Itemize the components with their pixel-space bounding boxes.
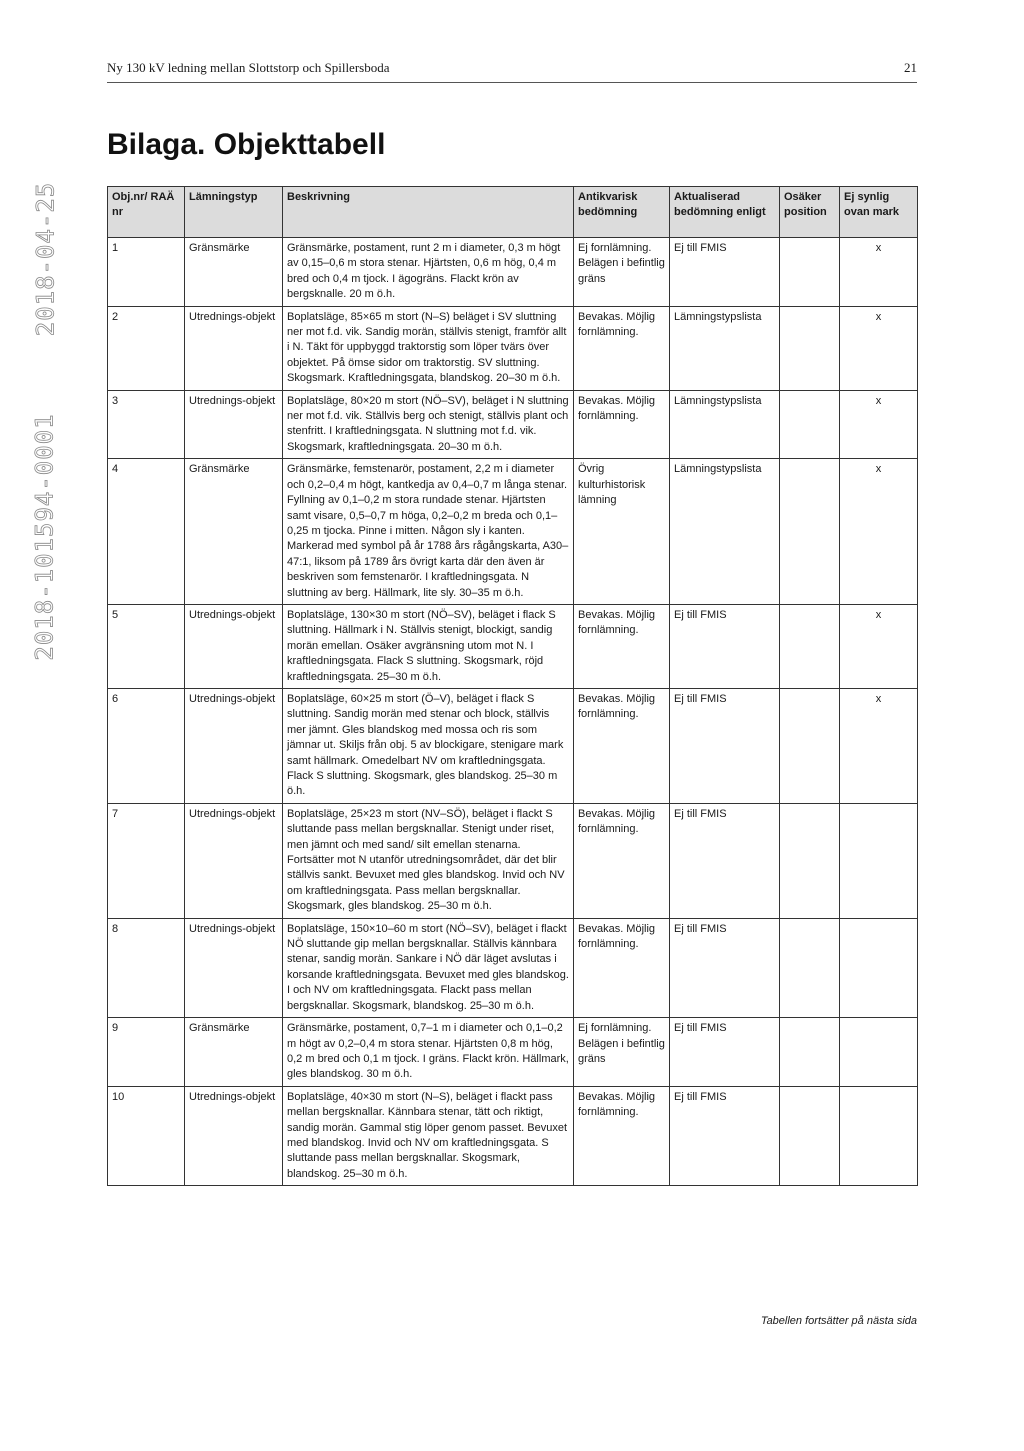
remain-type: Gränsmärke: [185, 238, 283, 307]
column-header: Ej synlig ovan mark: [840, 187, 918, 238]
uncertain-position: [780, 306, 840, 390]
table-row: [108, 803, 918, 918]
reference-stamp-text: 2018-101594-0001: [31, 413, 59, 661]
not-visible-mark: x: [840, 459, 918, 605]
object-number: 3: [108, 390, 185, 459]
uncertain-position: [780, 459, 840, 605]
description: Boplatsläge, 150×10–60 m stort (NÖ–SV), beläget i flackt NÖ sluttande gip mellan bergsknallar. Ställvis kännbara stenar, sandig morän. Sankare i NÖ där läget avslutas i korsande kraftledningsgata. Bevuxet med gles blandskog. I och NV om kraftledningsgata. Flackt pass mellan bergsknallar. Skogsmark, blandskog. 25–30 m ö.h.: [283, 918, 574, 1017]
object-number: 1: [108, 238, 185, 307]
remain-type: Utrednings-objekt: [185, 390, 283, 459]
antiquarian-assessment: Bevakas. Möjlig fornlämning.: [574, 1086, 670, 1185]
uncertain-position: [780, 918, 840, 1017]
uncertain-position: [780, 688, 840, 803]
table-row: [108, 238, 918, 307]
antiquarian-assessment: Ej fornlämning. Belägen i befintlig gräns: [574, 238, 670, 307]
updated-assessment: Ej till FMIS: [670, 1086, 780, 1185]
uncertain-position: [780, 238, 840, 307]
updated-assessment: Ej till FMIS: [670, 604, 780, 688]
not-visible-mark: x: [840, 306, 918, 390]
column-header: Aktualiserad bedömning enligt: [670, 187, 780, 238]
remain-type: Gränsmärke: [185, 1018, 283, 1087]
remain-type: Gränsmärke: [185, 459, 283, 605]
not-visible-mark: [840, 1086, 918, 1185]
updated-assessment: Ej till FMIS: [670, 803, 780, 918]
object-table: [107, 186, 918, 1186]
not-visible-mark: x: [840, 604, 918, 688]
remain-type: Utrednings-objekt: [185, 604, 283, 688]
page-header: [107, 56, 917, 83]
uncertain-position: [780, 1018, 840, 1087]
description: Boplatsläge, 80×20 m stort (NÖ–SV), beläget i N sluttning ner mot f.d. vik. Ställvis berg och stenigt, ställvis plant och stenfritt. I kraftledningsgata. N sluttning mot f.d. vik. Skogsmark, kraftledningsgata. 20–30 m ö.h.: [283, 390, 574, 459]
antiquarian-assessment: Bevakas. Möjlig fornlämning.: [574, 918, 670, 1017]
object-number: 8: [108, 918, 185, 1017]
table-header-row: [108, 187, 918, 238]
table-row: [108, 918, 918, 1017]
table-row: [108, 306, 918, 390]
description: Gränsmärke, postament, 0,7–1 m i diameter och 0,1–0,2 m högt av 0,2–0,4 m stora stenar. Hjärtsten 0,8 m hög, 0,2 m bred och 0,1 m tjock. I gräns. Flackt krön. Hällmark, gles blandskog. 30 m ö.h.: [283, 1018, 574, 1087]
not-visible-mark: x: [840, 688, 918, 803]
updated-assessment: Ej till FMIS: [670, 1018, 780, 1087]
updated-assessment: Lämningstypslista: [670, 306, 780, 390]
object-number: 9: [108, 1018, 185, 1087]
antiquarian-assessment: Övrig kulturhistorisk lämning: [574, 459, 670, 605]
antiquarian-assessment: Bevakas. Möjlig fornlämning.: [574, 604, 670, 688]
updated-assessment: Ej till FMIS: [670, 918, 780, 1017]
description: Boplatsläge, 25×23 m stort (NV–SÖ), beläget i flackt S sluttande pass mellan bergsknallar. Stenigt under riset, men jämnt och med sand/ silt emellan stenarna. Fortsätter mot N utanför utredningsområdet, där det blir ställvis sankt. Bevuxet med gles blandskog. Invid och NV om kraftledningsgata. Pass mellan bergsknallar. Skogsmark, gles blandskog. 25–30 m ö.h.: [283, 803, 574, 918]
running-title: Ny 130 kV ledning mellan Slottstorp och Spillersboda: [107, 60, 390, 75]
updated-assessment: Lämningstypslista: [670, 459, 780, 605]
remain-type: Utrednings-objekt: [185, 803, 283, 918]
column-header: Lämningstyp: [185, 187, 283, 238]
date-stamp-text: 2018-04-25: [31, 181, 59, 337]
remain-type: Utrednings-objekt: [185, 306, 283, 390]
uncertain-position: [780, 604, 840, 688]
updated-assessment: Ej till FMIS: [670, 238, 780, 307]
updated-assessment: Ej till FMIS: [670, 688, 780, 803]
remain-type: Utrednings-objekt: [185, 1086, 283, 1185]
updated-assessment: Lämningstypslista: [670, 390, 780, 459]
column-header: Beskrivning: [283, 187, 574, 238]
column-header: Antikvarisk bedömning: [574, 187, 670, 238]
not-visible-mark: [840, 1018, 918, 1087]
not-visible-mark: x: [840, 238, 918, 307]
object-number: 5: [108, 604, 185, 688]
table-row: [108, 1086, 918, 1185]
object-number: 4: [108, 459, 185, 605]
object-number: 10: [108, 1086, 185, 1185]
antiquarian-assessment: Bevakas. Möjlig fornlämning.: [574, 306, 670, 390]
object-number: 7: [108, 803, 185, 918]
date-stamp: [30, 181, 60, 337]
uncertain-position: [780, 1086, 840, 1185]
description: Boplatsläge, 60×25 m stort (Ö–V), beläget i flack S sluttning. Sandig morän med stenar och block, ställvis mer jämnt. Gles blandskog med mossa och ris som jämnar ut. Skiljs från obj. 5 av blockigare, stenigare mark samt hällmark. Omedelbart NV om kraftledningsgata. Flack S sluttning. Skogsmark, gles blandskog. 25–30 m ö.h.: [283, 688, 574, 803]
table-row: [108, 1018, 918, 1087]
not-visible-mark: x: [840, 390, 918, 459]
page-number: 21: [904, 60, 917, 75]
description: Gränsmärke, femstenarör, postament, 2,2 m i diameter och 0,2–0,4 m högt, kantkedja av 0,4–0,7 m långa stenar. Fyllning av 0,1–0,2 m stora rundade stenar. Hjärtsten samt visare, 0,5–0,7 m höga, 0,2–0,2 m breda och 0,1–0,25 m tjocka. Pinne i mitten. Någon sly i kanten. Markerad med symbol på år 1788 års rågångskarta, A30–47:1, liksom på 1789 års övrigt karta där den även är beskriven som femstenarör. I kraftledningsgata. N sluttning av berg. Hällmark, lite sly. 30–35 m ö.h.: [283, 459, 574, 605]
remain-type: Utrednings-objekt: [185, 918, 283, 1017]
column-header: Osäker position: [780, 187, 840, 238]
table-row: [108, 688, 918, 803]
antiquarian-assessment: Bevakas. Möjlig fornlämning.: [574, 688, 670, 803]
antiquarian-assessment: Ej fornlämning. Belägen i befintlig gräns: [574, 1018, 670, 1087]
table-row: [108, 604, 918, 688]
table-row: [108, 390, 918, 459]
page-title: Bilaga. Objekttabell: [107, 128, 386, 161]
antiquarian-assessment: Bevakas. Möjlig fornlämning.: [574, 390, 670, 459]
remain-type: Utrednings-objekt: [185, 688, 283, 803]
antiquarian-assessment: Bevakas. Möjlig fornlämning.: [574, 803, 670, 918]
not-visible-mark: [840, 803, 918, 918]
description: Gränsmärke, postament, runt 2 m i diameter, 0,3 m högt av 0,15–0,6 m stora stenar. Hjärtsten, 0,6 m hög, 0,4 m bred och 0,4 m tjock. I ägogräns. Flackt krön av bergsknalle. 20 m ö.h.: [283, 238, 574, 307]
uncertain-position: [780, 803, 840, 918]
reference-stamp: [30, 413, 60, 661]
description: Boplatsläge, 130×30 m stort (NÖ–SV), beläget i flack S sluttning. Hällmark i N. Ställvis stenigt, blockigt, sandig morän emellan. Osäker avgränsning utom mot N. I kraftledningsgata. Flack S sluttning. Skogsmark, röjd kraftledningsgata. 25–30 m ö.h.: [283, 604, 574, 688]
uncertain-position: [780, 390, 840, 459]
column-header: Obj.nr/ RAÄ nr: [108, 187, 185, 238]
not-visible-mark: [840, 918, 918, 1017]
description: Boplatsläge, 85×65 m stort (N–S) beläget i SV sluttning ner mot f.d. vik. Sandig morän, ställvis stenigt, framför allt i N. Täkt för uppbyggd traktorstig som löper tvärs över objektet. På ömse sidor om traktorstig. SV sluttning. Skogsmark. Kraftledningsgata, blandskog. 20–30 m ö.h.: [283, 306, 574, 390]
table-row: [108, 459, 918, 605]
object-number: 2: [108, 306, 185, 390]
continuation-note: Tabellen fortsätter på nästa sida: [760, 1315, 917, 1327]
object-number: 6: [108, 688, 185, 803]
description: Boplatsläge, 40×30 m stort (N–S), beläget i flackt pass mellan bergsknallar. Kännbara stenar, tätt och riktigt, sandig morän. Gammal stig löper genom passet. Bevuxet med blandskog. Invid och NV om kraftledningsgata. S sluttande pass mellan bergsknallar. Skogsmark, blandskog. 25–30 m ö.h.: [283, 1086, 574, 1185]
